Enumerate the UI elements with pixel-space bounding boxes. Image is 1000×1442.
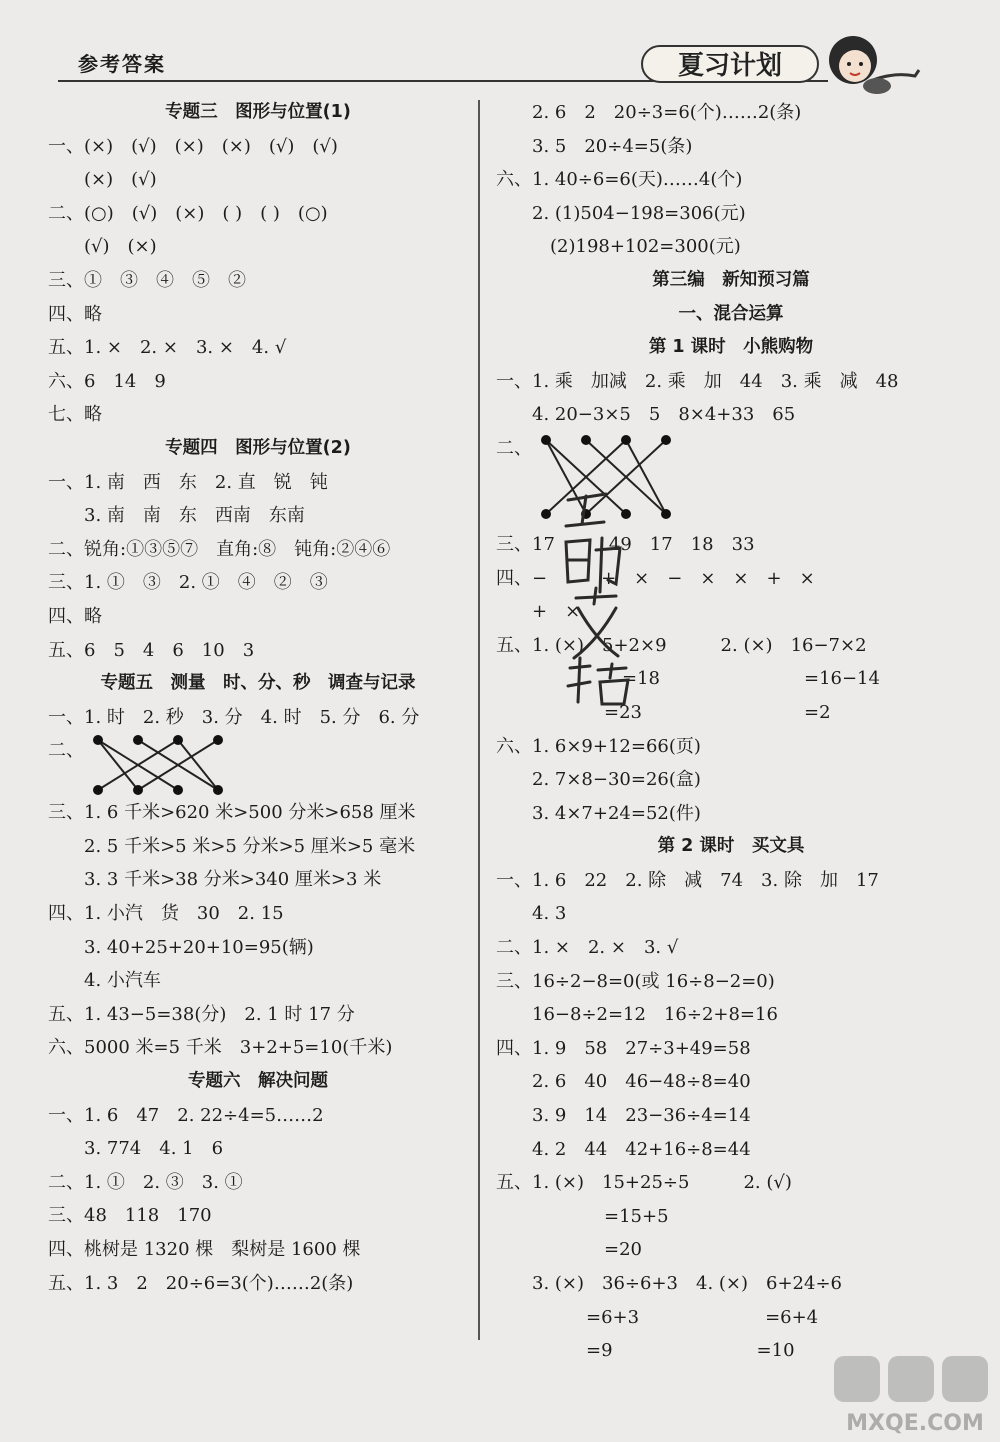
answer-line: 一、1. 时 2. 秒 3. 分 4. 时 5. 分 6. 分 — [48, 706, 420, 728]
answer-line: 3. 5 20÷4=5(条) — [496, 135, 693, 157]
answer-label: 二、 — [496, 437, 532, 459]
match-dot — [661, 509, 671, 519]
match-dot — [621, 435, 631, 445]
answer-line: 一、1. 南 西 东 2. 直 锐 钝 — [48, 471, 328, 493]
answer-line: 五、1. × 2. × 3. × 4. √ — [48, 337, 287, 359]
section-heading: 第三编 新知预习篇 — [652, 269, 810, 290]
match-dot — [133, 735, 143, 745]
answer-line: (√) (×) — [48, 236, 157, 258]
matching-lines-diagram — [78, 734, 238, 796]
match-dot — [541, 509, 551, 519]
answer-line: 一、1. 6 22 2. 除 减 74 3. 除 加 17 — [496, 869, 879, 891]
match-dot — [173, 785, 183, 795]
answer-line: (×) (√) — [48, 169, 157, 191]
answer-line: 3. 南 南 东 西南 东南 — [48, 505, 305, 527]
answer-line: 三、17 49 17 18 33 — [496, 533, 755, 555]
answer-line: 五、1. (×) 5+2×9 2. (×) 16−7×2 — [496, 634, 867, 656]
section-heading: 第 2 课时 买文具 — [657, 836, 805, 857]
match-dot — [173, 735, 183, 745]
answer-line: 三、① ③ ④ ⑤ ② — [48, 269, 246, 291]
answer-line: (2)198+102=300(元) — [496, 236, 741, 258]
match-dot — [93, 785, 103, 795]
section-heading: 专题三 图形与位置(1) — [165, 102, 351, 122]
answer-line: =20 — [496, 1239, 642, 1261]
header-title: 参考答案 — [78, 52, 166, 76]
answer-line: 四、略 — [48, 605, 102, 627]
match-dot — [213, 735, 223, 745]
answer-line: 四、略 — [48, 303, 102, 325]
answer-line: 16−8÷2=12 16÷2+8=16 — [496, 1004, 778, 1026]
section-heading: 专题四 图形与位置(2) — [165, 437, 351, 458]
answer-line: 3. 40+25+20+10=95(辆) — [48, 936, 314, 958]
answer-line: 2. 6 40 46−48÷8=40 — [496, 1071, 751, 1093]
watermark-text: MXQE.COM — [846, 1411, 984, 1436]
answer-line: =6+3 =6+4 — [496, 1306, 819, 1328]
answer-line: + × — [496, 601, 581, 623]
match-line — [178, 740, 218, 790]
answer-line: 2. 6 2 20÷3=6(个)……2(条) — [496, 102, 802, 123]
logo-text: 夏习计划 — [677, 51, 783, 81]
answer-line: 六、1. 6×9+12=66(页) — [496, 735, 701, 757]
answer-line: 四、1. 小汽 货 30 2. 15 — [48, 903, 284, 925]
answer-line: 3. 3 千米>38 分米>340 厘米>3 米 — [48, 869, 382, 891]
section-heading: 专题六 解决问题 — [188, 1071, 328, 1092]
answer-line: 三、1. 6 千米>620 米>500 分米>658 厘米 — [48, 802, 416, 824]
answer-line: 4. 3 — [496, 903, 567, 925]
answer-line: =9 =10 — [496, 1340, 795, 1362]
answer-line: 2. (1)504−198=306(元) — [496, 202, 746, 224]
answer-line: 三、48 118 170 — [48, 1205, 212, 1227]
answer-line: 七、略 — [48, 404, 102, 426]
answer-line: 4. 小汽车 — [48, 970, 161, 992]
match-dot — [581, 435, 591, 445]
answer-line: 三、1. ① ③ 2. ① ④ ② ③ — [48, 572, 328, 594]
answer-line: =15+5 — [496, 1205, 669, 1227]
answer-line: 3. (×) 36÷6+3 4. (×) 6+24÷6 — [496, 1273, 842, 1294]
page-header — [0, 0, 1000, 90]
answer-line: 一、1. 6 47 2. 22÷4=5……2 — [48, 1104, 324, 1126]
answer-line: 五、1. 43−5=38(分) 2. 1 时 17 分 — [48, 1003, 355, 1025]
answer-line: 2. 7×8−30=26(盒) — [496, 769, 701, 791]
answer-line: 二、1. ① 2. ③ 3. ① — [48, 1171, 243, 1193]
match-dot — [541, 435, 551, 445]
answer-line: 二、1. × 2. × 3. √ — [496, 937, 679, 959]
right-column — [496, 96, 966, 1368]
summer-plan-logo — [640, 40, 820, 88]
answer-line: 二、(○) (√) (×) ( ) ( ) (○) — [48, 202, 328, 224]
matching-answer — [48, 734, 468, 796]
left-column — [48, 96, 468, 1300]
answer-line: 六、6 14 9 — [48, 370, 166, 392]
answer-line: 五、1. 3 2 20÷6=3(个)……2(条) — [48, 1272, 354, 1294]
answer-line: =23 =2 — [496, 701, 831, 723]
section-heading: 第 1 课时 小熊购物 — [648, 337, 814, 358]
answer-line: 五、1. (×) 15+25÷5 2. (√) — [496, 1172, 792, 1194]
answer-label: 二、 — [48, 740, 84, 762]
answer-line: 四、1. 9 58 27÷3+49=58 — [496, 1037, 751, 1059]
answer-line: 4. 2 44 42+16÷8=44 — [496, 1138, 751, 1160]
match-dot — [661, 435, 671, 445]
section-heading: 专题五 测量 时、分、秒 调查与记录 — [100, 673, 416, 694]
answer-line: 六、1. 40÷6=6(天)……4(个) — [496, 169, 743, 191]
handwriting-scribble — [556, 480, 656, 710]
watermark-logo — [830, 1352, 1000, 1442]
answer-line: =18 =16−14 — [496, 668, 880, 690]
answer-line: 三、16÷2−8=0(或 16÷8−2=0) — [496, 970, 775, 992]
match-line — [98, 740, 138, 790]
answer-line: 3. 774 4. 1 6 — [48, 1138, 224, 1160]
answer-line: 四、− + × − × × + × — [496, 567, 815, 589]
match-dot — [93, 735, 103, 745]
answer-line: 一、1. 乘 加减 2. 乘 加 44 3. 乘 减 48 — [496, 370, 899, 392]
match-dot — [133, 785, 143, 795]
answer-line: 3. 9 14 23−36÷4=14 — [496, 1105, 751, 1127]
answer-line: 二、锐角:①③⑤⑦ 直角:⑧ 钝角:②④⑥ — [48, 538, 391, 560]
answer-line: 3. 4×7+24=52(件) — [496, 802, 701, 824]
answer-line: 4. 20−3×5 5 8×4+33 65 — [496, 404, 796, 426]
answer-line: 四、桃树是 1320 棵 梨树是 1600 棵 — [48, 1239, 361, 1260]
section-heading: 一、混合运算 — [678, 303, 784, 324]
answer-line: 2. 5 千米>5 米>5 分米>5 厘米>5 毫米 — [48, 835, 416, 857]
girl-mascot-icon — [815, 28, 925, 98]
column-divider — [478, 100, 480, 1340]
answer-line: 六、5000 米=5 千米 3+2+5=10(千米) — [48, 1037, 393, 1059]
match-dot — [213, 785, 223, 795]
answer-line: 一、(×) (√) (×) (×) (√) (√) — [48, 135, 338, 157]
answer-line: 五、6 5 4 6 10 3 — [48, 639, 255, 661]
